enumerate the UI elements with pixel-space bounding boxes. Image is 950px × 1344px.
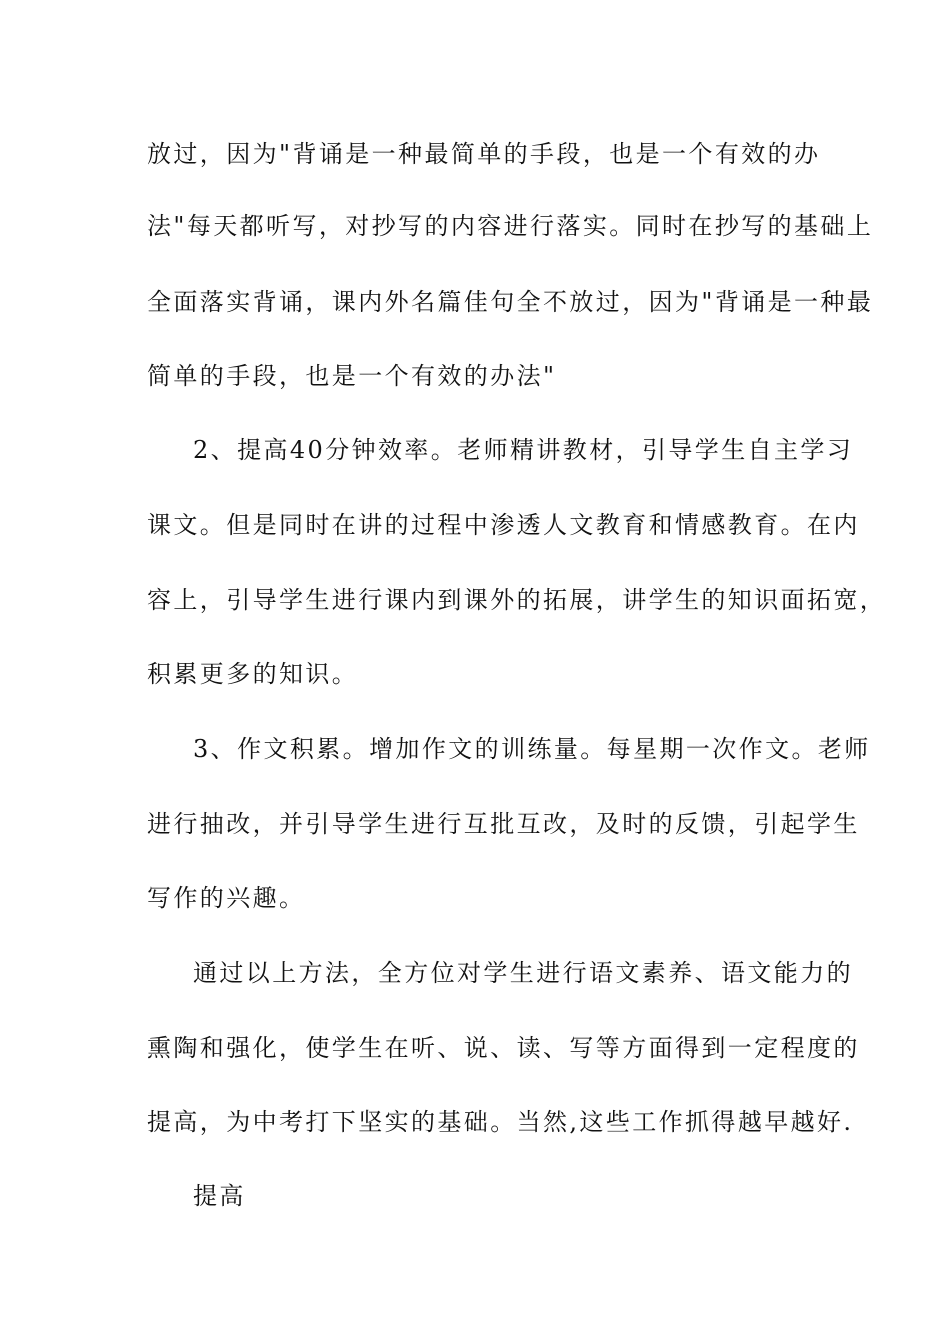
text-line: 提高，为中考打下坚实的基础。当然,这些工作抓得越早越好.: [147, 1108, 854, 1136]
text-line: 通过以上方法，全方位对学生进行语文素养、语文能力的: [193, 959, 853, 987]
text-line: 简单的手段，也是一个有效的办法": [147, 362, 557, 390]
text-line: 写作的兴趣。: [147, 884, 306, 912]
text-line: 放过，因为"背诵是一种最简单的手段，也是一个有效的办: [147, 140, 821, 168]
text-line: 课文。但是同时在讲的过程中渗透人文教育和情感教育。在内: [147, 511, 860, 539]
text-line: 法"每天都听写，对抄写的内容进行落实。同时在抄写的基础上: [147, 212, 874, 240]
text-line: 熏陶和强化，使学生在听、说、读、写等方面得到一定程度的: [147, 1034, 860, 1062]
text-line: 积累更多的知识。: [147, 660, 359, 688]
text-line: 容上，引导学生进行课内到课外的拓展，讲学生的知识面拓宽，: [147, 586, 887, 614]
text-line: 全面落实背诵，课内外名篇佳句全不放过，因为"背诵是一种最: [147, 288, 874, 316]
text-line: 2、提高40分钟效率。老师精讲教材，引导学生自主学习: [193, 436, 854, 464]
text-line: 进行抽改，并引导学生进行互批互改，及时的反馈，引起学生: [147, 810, 860, 838]
text-line: 3、作文积累。增加作文的训练量。每星期一次作文。老师: [193, 735, 871, 763]
text-line: 提高: [193, 1182, 246, 1210]
